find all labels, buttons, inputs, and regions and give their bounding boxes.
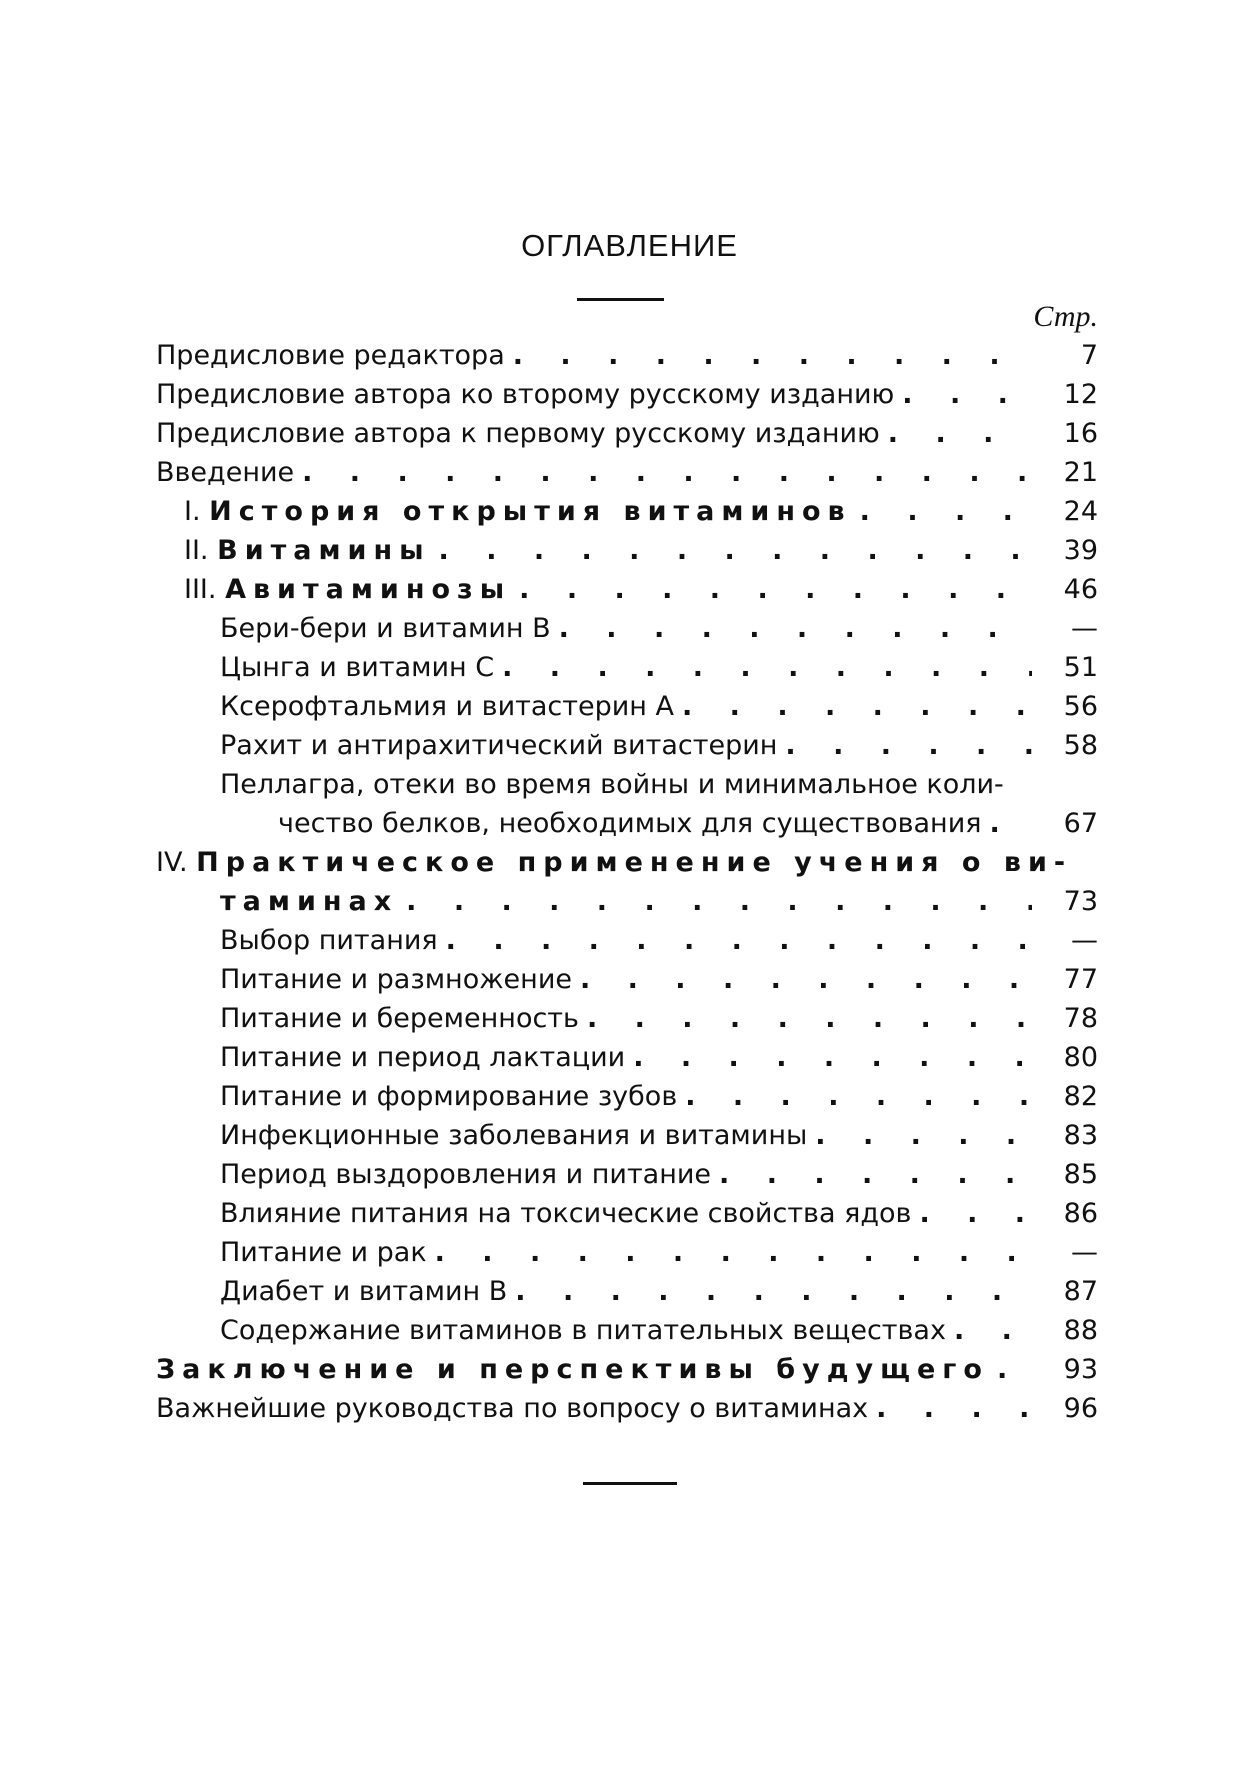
- leader-dots: [515, 1272, 1032, 1311]
- toc-entry-title: Питание и размножение: [220, 964, 572, 995]
- leader-dots: [406, 882, 1032, 921]
- toc-entry-page: 16: [1063, 418, 1098, 449]
- toc-entry-page: 78: [1063, 1003, 1098, 1034]
- toc-entry[interactable]: [156, 648, 1098, 687]
- leader-dots: [888, 414, 1032, 453]
- toc-entry-page: 93: [1063, 1354, 1098, 1385]
- toc-entry-page: 12: [1063, 379, 1098, 410]
- toc-entry-page: —: [1071, 925, 1098, 956]
- toc-entry[interactable]: [156, 1155, 1098, 1194]
- toc-entry-title: Выбор питания: [220, 925, 438, 956]
- chapter-name: Авитаминозы: [225, 574, 512, 605]
- chapter-number: IV.: [156, 847, 188, 878]
- toc-entry-title: Влияние питания на токсические свойства ядов: [220, 1198, 912, 1229]
- toc-entry[interactable]: [156, 609, 1098, 648]
- leader-dots: [682, 687, 1032, 726]
- leader-dots: [519, 570, 1032, 609]
- toc-entry-title: Важнейшие руководства по вопросу о витаминах: [156, 1393, 869, 1424]
- toc-entry-title: Ксерофтальмия и витастерин А: [220, 691, 674, 722]
- toc-entry-title: Предисловие автора ко второму русскому изданию: [156, 379, 895, 410]
- closing-divider: [583, 1482, 677, 1485]
- chapter-number: III.: [184, 574, 217, 605]
- toc-entry[interactable]: [156, 960, 1098, 999]
- leader-dots: [685, 1077, 1032, 1116]
- table-of-contents: [156, 336, 1098, 1428]
- chapter-name-cont: таминах: [220, 886, 399, 917]
- leader-dots: [990, 804, 1012, 843]
- toc-entry-line2[interactable]: [156, 804, 1098, 843]
- toc-chapter-line1[interactable]: [156, 843, 1098, 882]
- toc-entry[interactable]: [156, 336, 1098, 375]
- toc-entry-page: 7: [1080, 340, 1098, 371]
- toc-entry[interactable]: [156, 414, 1098, 453]
- toc-entry-page: 83: [1063, 1120, 1098, 1151]
- toc-entry[interactable]: [156, 1194, 1098, 1233]
- toc-chapter-title: [184, 570, 511, 609]
- toc-entry-page: 85: [1063, 1159, 1098, 1190]
- leader-dots: [954, 1311, 1032, 1350]
- leader-dots: [446, 921, 1032, 960]
- toc-entry-page: 87: [1063, 1276, 1098, 1307]
- toc-entry-page: 96: [1063, 1393, 1098, 1424]
- leader-dots: [860, 492, 1032, 531]
- toc-entry-page: 21: [1063, 457, 1098, 488]
- toc-entry-page: 67: [1063, 808, 1098, 839]
- toc-entry-page: 51: [1063, 652, 1098, 683]
- toc-entry-title: Период выздоровления и питание: [220, 1159, 712, 1190]
- toc-entry-title: Предисловие редактора: [156, 340, 505, 371]
- toc-entry[interactable]: [156, 687, 1098, 726]
- leader-dots: [876, 1389, 1032, 1428]
- toc-entry[interactable]: [156, 1038, 1098, 1077]
- toc-entry-page: —: [1071, 613, 1098, 644]
- toc-chapter-title: [156, 843, 1072, 882]
- toc-entry-page: 56: [1063, 691, 1098, 722]
- toc-chapter-title: [184, 531, 431, 570]
- toc-entry-page: 39: [1063, 535, 1098, 566]
- toc-entry[interactable]: [156, 1272, 1098, 1311]
- leader-dots: [919, 1194, 1032, 1233]
- toc-entry-title: Инфекционные заболевания и витамины: [220, 1120, 808, 1151]
- toc-entry-line1[interactable]: [156, 765, 1098, 804]
- toc-entry-title: Цынга и витамин С: [220, 652, 495, 683]
- toc-entry-page: 24: [1063, 496, 1098, 527]
- toc-entry-page: 77: [1063, 964, 1098, 995]
- toc-entry[interactable]: [156, 1350, 1098, 1389]
- toc-chapter[interactable]: [156, 531, 1098, 570]
- leader-dots: [302, 453, 1032, 492]
- toc-chapter[interactable]: [156, 570, 1098, 609]
- toc-entry[interactable]: [156, 1233, 1098, 1272]
- toc-entry[interactable]: [156, 453, 1098, 492]
- toc-entry-page: 73: [1063, 886, 1098, 917]
- toc-chapter-title: [184, 492, 852, 531]
- toc-entry[interactable]: [156, 726, 1098, 765]
- toc-entry-page: 86: [1063, 1198, 1098, 1229]
- leader-dots: [719, 1155, 1032, 1194]
- chapter-name: Практическое применение учения о ви-: [196, 847, 1073, 878]
- toc-entry-title: Диабет и витамин В: [220, 1276, 508, 1307]
- toc-entry-page: 58: [1063, 730, 1098, 761]
- toc-entry-title: Заключение и перспективы будущего: [156, 1354, 989, 1385]
- title-divider: [577, 298, 664, 301]
- toc-entry-title: Питание и беременность: [220, 1003, 579, 1034]
- page-column-label: Стр.: [1033, 300, 1098, 333]
- toc-entry[interactable]: [156, 1311, 1098, 1350]
- toc-entry[interactable]: [156, 375, 1098, 414]
- chapter-number: II.: [184, 535, 209, 566]
- leader-dots: [902, 375, 1032, 414]
- toc-entry-page: 80: [1063, 1042, 1098, 1073]
- toc-chapter-line2[interactable]: [156, 882, 1098, 921]
- toc-entry[interactable]: [156, 1116, 1098, 1155]
- toc-entry-page: 82: [1063, 1081, 1098, 1112]
- toc-entry-title: Питание и формирование зубов: [220, 1081, 678, 1112]
- toc-entry[interactable]: [156, 999, 1098, 1038]
- toc-entry-page: 88: [1063, 1315, 1098, 1346]
- leader-dots: [580, 960, 1032, 999]
- leader-dots: [435, 1233, 1032, 1272]
- toc-entry-title: Содержание витаминов в питательных веществах: [220, 1315, 946, 1346]
- toc-entry-page: 46: [1063, 574, 1098, 605]
- toc-entry-page: —: [1071, 1237, 1098, 1268]
- leader-dots: [559, 609, 1032, 648]
- leader-dots: [815, 1116, 1032, 1155]
- chapter-number: I.: [184, 496, 201, 527]
- toc-entry-title: Бери-бери и витамин В: [220, 613, 551, 644]
- toc-entry[interactable]: [156, 1077, 1098, 1116]
- leader-dots: [502, 648, 1032, 687]
- leader-dots: [785, 726, 1032, 765]
- chapter-name: Витамины: [217, 535, 431, 566]
- toc-entry-title: Питание и рак: [220, 1237, 427, 1268]
- leader-dots: [513, 336, 1032, 375]
- toc-entry[interactable]: [156, 1389, 1098, 1428]
- toc-entry-title: Предисловие автора к первому русскому изданию: [156, 418, 880, 449]
- chapter-name: История открытия витаминов: [209, 496, 852, 527]
- toc-entry-title: Питание и период лактации: [220, 1042, 626, 1073]
- leader-dots: [587, 999, 1032, 1038]
- toc-entry-title: Рахит и антирахитический витастерин: [220, 730, 778, 761]
- toc-entry-title: Пеллагра, отеки во время войны и минимальное коли-: [220, 769, 1004, 800]
- toc-entry-title: Введение: [156, 457, 295, 488]
- toc-chapter[interactable]: [156, 492, 1098, 531]
- toc-entry-title-cont: чество белков, необходимых для существования: [278, 808, 982, 839]
- leader-dots: [997, 1350, 1032, 1389]
- leader-dots: [633, 1038, 1032, 1077]
- toc-entry[interactable]: [156, 921, 1098, 960]
- page-title: ОГЛАВЛЕНИЕ: [521, 228, 738, 263]
- leader-dots: [439, 531, 1032, 570]
